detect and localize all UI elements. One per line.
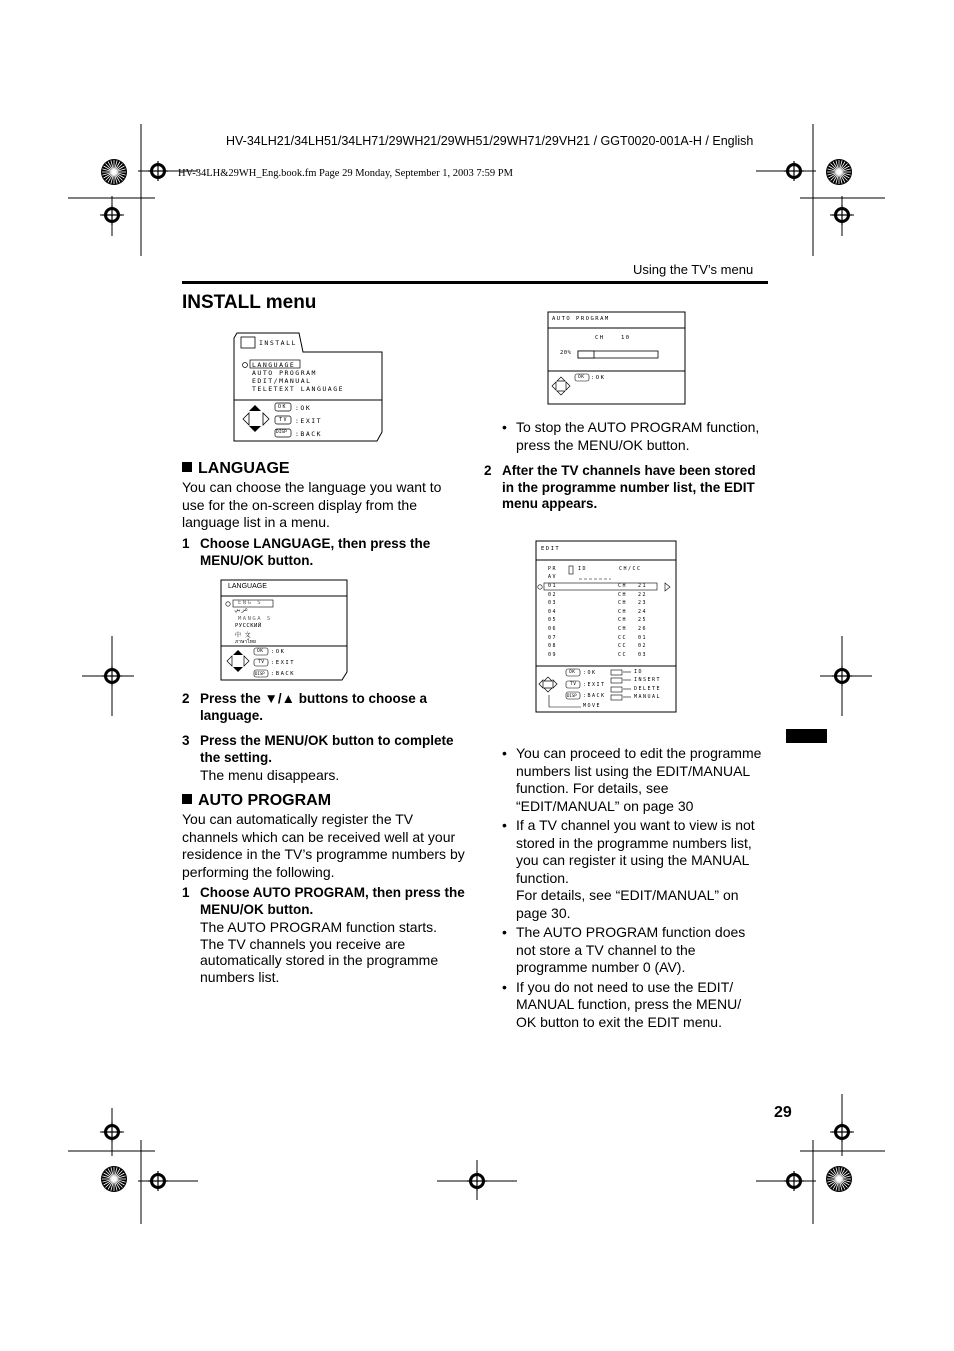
book-file-line: HV-34LH&29WH_Eng.book.fm Page 29 Monday, September 1, 2003 7:59 PM	[178, 168, 513, 179]
edit-row-num: 01	[638, 634, 648, 641]
language-step-3-body: The menu disappears.	[200, 767, 340, 783]
note-item: • If you do not need to use the EDIT/ MANUAL function, press the MENU/ OK button to exit the EDIT menu.	[502, 979, 764, 1032]
edit-row-pr: 09	[548, 651, 558, 658]
language-option: عربي	[235, 607, 249, 613]
language-intro: You can choose the language you want to use for the on-screen display from the language list in a menu.	[182, 479, 442, 530]
edit-key-label: :OK	[583, 670, 597, 676]
install-osd-key-label: :OK	[295, 404, 312, 412]
language-osd-title: LANGUAGE	[228, 583, 267, 590]
language-option: 中 文	[235, 632, 251, 639]
language-option: MANGA S	[238, 616, 272, 622]
stop-note: • To stop the AUTO PROGRAM function, press the MENU/OK button.	[502, 419, 764, 456]
auto-program-section	[182, 792, 472, 881]
key-ok-icon: OK	[569, 670, 576, 675]
language-osd-key-label: :BACK	[271, 671, 296, 677]
edit-row-pr: 02	[548, 591, 558, 598]
edit-row-chcc: CH	[618, 583, 628, 589]
edit-action-insert: INSERT	[634, 677, 662, 683]
bullet-square-icon	[182, 462, 192, 472]
language-step-2: 2 Press the ▼/▲ buttons to choose a language.	[182, 691, 428, 723]
edit-action-manual: MANUAL	[634, 694, 662, 700]
edit-row-pr: 04	[548, 608, 558, 615]
edit-row-chcc: CH	[618, 608, 628, 615]
edit-col-pr: PR	[548, 566, 558, 572]
auto-program-intro: You can automatically register the TV channels which can be received well at your residence in the TV’s programme numbers by performing the following.	[182, 811, 465, 880]
edit-row-chcc: CC	[618, 643, 628, 650]
edit-av-label: AV	[548, 574, 558, 580]
install-osd-key-label: :BACK	[295, 430, 323, 438]
auto-program-step-1: 1 Choose AUTO PROGRAM, then press the MENU/OK button. The AUTO PROGRAM function starts. The TV channels you receive are automatically stored in the programme numbers list.	[182, 885, 465, 985]
key-disp-icon: DISP	[567, 693, 577, 698]
edit-row-num: 23	[638, 600, 648, 607]
language-menu-osd	[220, 579, 349, 681]
key-tv-icon: TV	[258, 660, 265, 665]
edit-row-pr: 01	[548, 583, 558, 589]
language-option: ENG S	[238, 600, 263, 606]
key-tv-icon: TV	[279, 417, 289, 423]
edit-row-num: 03	[638, 651, 648, 658]
edit-row-chcc: CH	[618, 591, 628, 598]
language-step-1: 1 Choose LANGUAGE, then press the MENU/OK button.	[182, 536, 431, 568]
language-option: ภาษาไทย	[235, 639, 256, 645]
section-tab-marker	[786, 729, 827, 743]
key-disp-icon: DISP	[276, 430, 287, 435]
auto-program-osd-title: AUTO PROGRAM	[552, 316, 610, 322]
language-option: РУССКИЙ	[235, 623, 262, 629]
language-osd-key-label: :OK	[271, 649, 286, 655]
edit-row-num: 26	[638, 626, 648, 632]
bullet-square-icon	[182, 794, 192, 804]
auto-program-heading: AUTO PROGRAM	[182, 792, 472, 810]
edit-col-chcc: CH/CC	[619, 566, 642, 572]
edit-row-chcc: CH	[618, 626, 628, 632]
auto-program-percent: 20%	[560, 350, 572, 356]
auto-program-step-1-body: The AUTO PROGRAM function starts. The TV channels you receive are automatically stored in the programme numbers list.	[200, 919, 439, 985]
edit-move-label: MOVE	[583, 703, 602, 709]
edit-row-pr: 03	[548, 600, 558, 607]
auto-program-key-label: :OK	[591, 375, 606, 381]
edit-row-pr: 05	[548, 617, 558, 624]
auto-program-osd-frame	[547, 311, 687, 405]
edit-row-chcc: CH	[618, 617, 628, 624]
edit-row-num: 22	[638, 591, 648, 598]
install-osd-title: INSTALL	[259, 339, 297, 347]
install-osd-item: LANGUAGE	[252, 361, 296, 369]
install-osd-key-label: :EXIT	[295, 417, 323, 425]
install-osd-item: AUTO PROGRAM	[252, 369, 317, 377]
edit-row-num: 25	[638, 617, 648, 624]
language-osd-key-label: :EXIT	[271, 660, 296, 666]
edit-row-num: 21	[638, 583, 648, 589]
install-menu-osd	[233, 332, 383, 442]
edit-notes	[502, 745, 764, 1033]
note-item: • You can proceed to edit the programme numbers list using the EDIT/MANUAL function. For details, see “EDIT/MANUAL” on page 30	[502, 745, 764, 815]
edit-row-num: 02	[638, 643, 648, 650]
edit-osd-title: EDIT	[541, 546, 561, 552]
edit-row-chcc: CC	[618, 651, 628, 658]
auto-program-step-2: 2 After the TV channels have been stored in the programme number list, the EDIT menu appears.	[484, 463, 756, 511]
edit-row-num: 24	[638, 608, 648, 615]
key-ok-icon: OK	[257, 649, 264, 654]
key-disp-icon: DISP	[255, 671, 265, 676]
auto-program-ch-value: 10	[621, 335, 631, 341]
edit-key-label: :EXIT	[583, 682, 606, 688]
note-item: • The AUTO PROGRAM function does not store a TV channel to the programme number 0 (AV).	[502, 924, 764, 977]
edit-menu-osd	[535, 540, 678, 713]
edit-row-pr: 06	[548, 626, 558, 632]
language-section	[182, 460, 472, 532]
language-heading: LANGUAGE	[182, 460, 472, 478]
edit-row-pr: 08	[548, 643, 558, 650]
section-label: Using the TV’s menu	[633, 262, 754, 277]
auto-program-osd	[547, 311, 687, 405]
edit-action-id: ID	[634, 669, 644, 675]
page-number: 29	[774, 1104, 792, 1121]
language-step-3: 3 Press the MENU/OK button to complete the setting. The menu disappears.	[200, 733, 465, 784]
model-line: HV-34LH21/34LH51/34LH71/29WH21/29WH51/29WH71/29VH21 / GGT0020-001A-H / English	[226, 134, 754, 148]
page-title: INSTALL menu	[182, 292, 317, 313]
edit-row-chcc: CC	[618, 634, 628, 641]
key-ok-icon: OK	[278, 404, 288, 410]
key-ok-icon: OK	[578, 375, 585, 380]
install-osd-item: EDIT/MANUAL	[252, 377, 312, 385]
edit-row-pr: 07	[548, 634, 558, 641]
key-tv-icon: TV	[570, 682, 577, 687]
edit-row-chcc: CH	[618, 600, 628, 607]
edit-action-delete: DELETE	[634, 686, 662, 692]
auto-program-ch-label: CH	[595, 335, 605, 341]
header-rule	[182, 281, 768, 284]
note-item: • If a TV channel you want to view is not stored in the programme numbers list, you can register it using the MANUAL function. For details, see “EDIT/MANUAL” on page 30.	[502, 817, 764, 922]
edit-col-id: ID	[578, 566, 588, 572]
edit-key-label: :BACK	[583, 693, 606, 699]
install-osd-item: TELETEXT LANGUAGE	[252, 385, 345, 393]
